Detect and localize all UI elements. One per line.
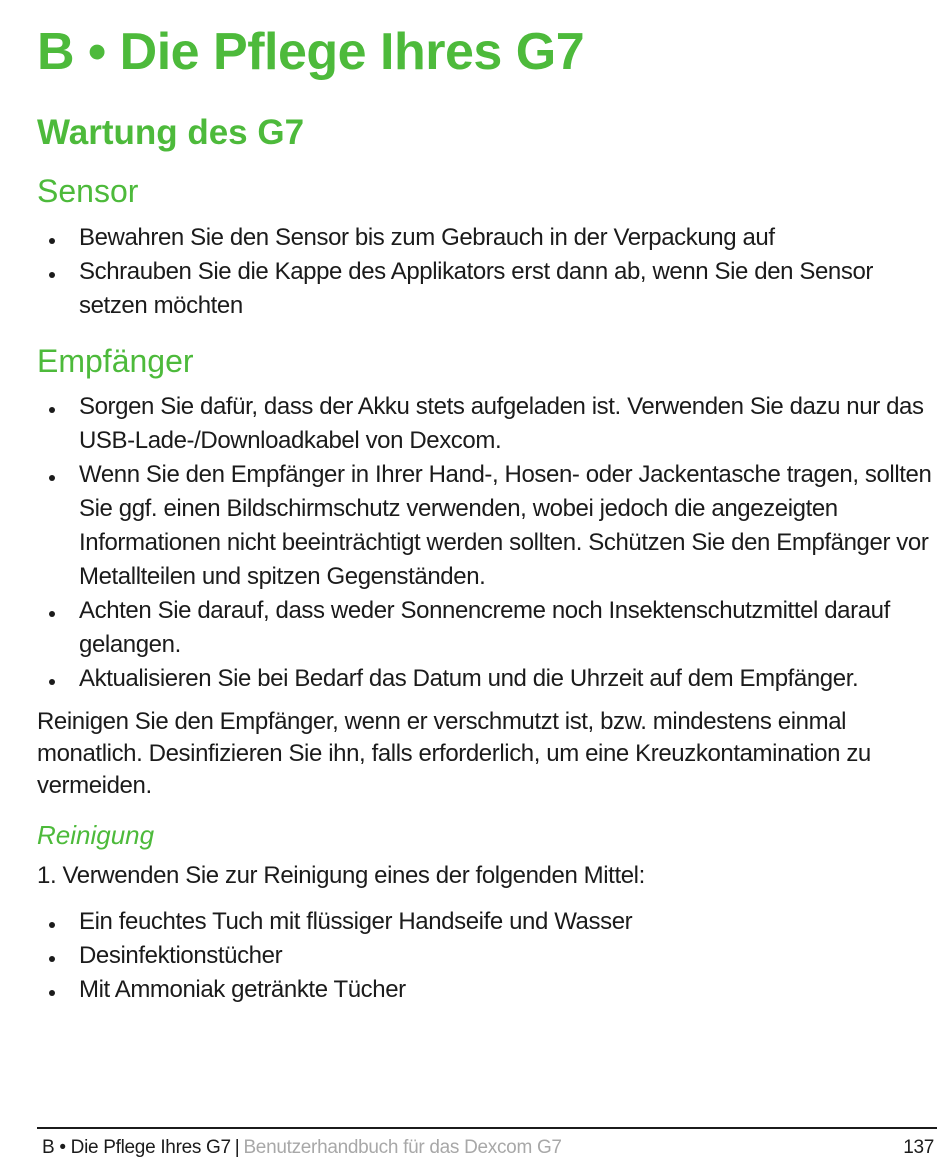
sensor-list: [37, 221, 942, 323]
footer-manual-title: Benutzerhandbuch für das Dexcom G7: [243, 1137, 562, 1158]
page-footer: [42, 1134, 934, 1162]
footer-separator: |: [234, 1137, 240, 1158]
cleaning-list: [37, 905, 942, 1007]
list-item: Wenn Sie den Empfänger in Ihrer Hand-, Hosen- oder Jackentasche tragen, sollten Sie ggf. einen Bildschirmschutz verwenden, wobei jedoch die angezeigten Informationen nicht beeinträchtigt werden sollten. Schützen Sie den Empfänger vor Metallteilen und spitzen Gegenständen.: [37, 458, 942, 594]
footer-section: B • Die Pflege Ihres G7: [42, 1137, 231, 1158]
sensor-heading: Sensor: [37, 173, 139, 209]
list-item: Bewahren Sie den Sensor bis zum Gebrauch in der Verpackung auf: [37, 221, 942, 255]
receiver-list: [37, 390, 942, 696]
list-item: Desinfektionstücher: [37, 939, 942, 973]
section-title: Wartung des G7: [37, 113, 305, 152]
list-item: Sorgen Sie dafür, dass der Akku stets aufgeladen ist. Verwenden Sie dazu nur das USB-Lade-/Downloadkabel von Dexcom.: [37, 390, 942, 458]
list-item: Achten Sie darauf, dass weder Sonnencreme noch Insektenschutzmittel darauf gelangen.: [37, 594, 942, 662]
cleaning-step-1: 1. Verwenden Sie zur Reinigung eines der folgenden Mittel:: [37, 862, 645, 889]
list-item: Ein feuchtes Tuch mit flüssiger Handseife und Wasser: [37, 905, 942, 939]
list-item: Mit Ammoniak getränkte Tücher: [37, 973, 942, 1007]
page-number: 137: [903, 1137, 934, 1158]
page-title: B • Die Pflege Ihres G7: [37, 23, 585, 81]
list-item: Schrauben Sie die Kappe des Applikators erst dann ab, wenn Sie den Sensor setzen möchten: [37, 255, 942, 323]
receiver-paragraph: Reinigen Sie den Empfänger, wenn er verschmutzt ist, bzw. mindestens einmal monatlich. Desinfizieren Sie ihn, falls erforderlich, um eine Kreuzkontamination zu vermeiden.: [37, 708, 871, 799]
receiver-heading: Empfänger: [37, 343, 194, 379]
footer-divider: [37, 1127, 937, 1129]
list-item: Aktualisieren Sie bei Bedarf das Datum und die Uhrzeit auf dem Empfänger.: [37, 662, 942, 696]
cleaning-heading: Reinigung: [37, 820, 155, 850]
